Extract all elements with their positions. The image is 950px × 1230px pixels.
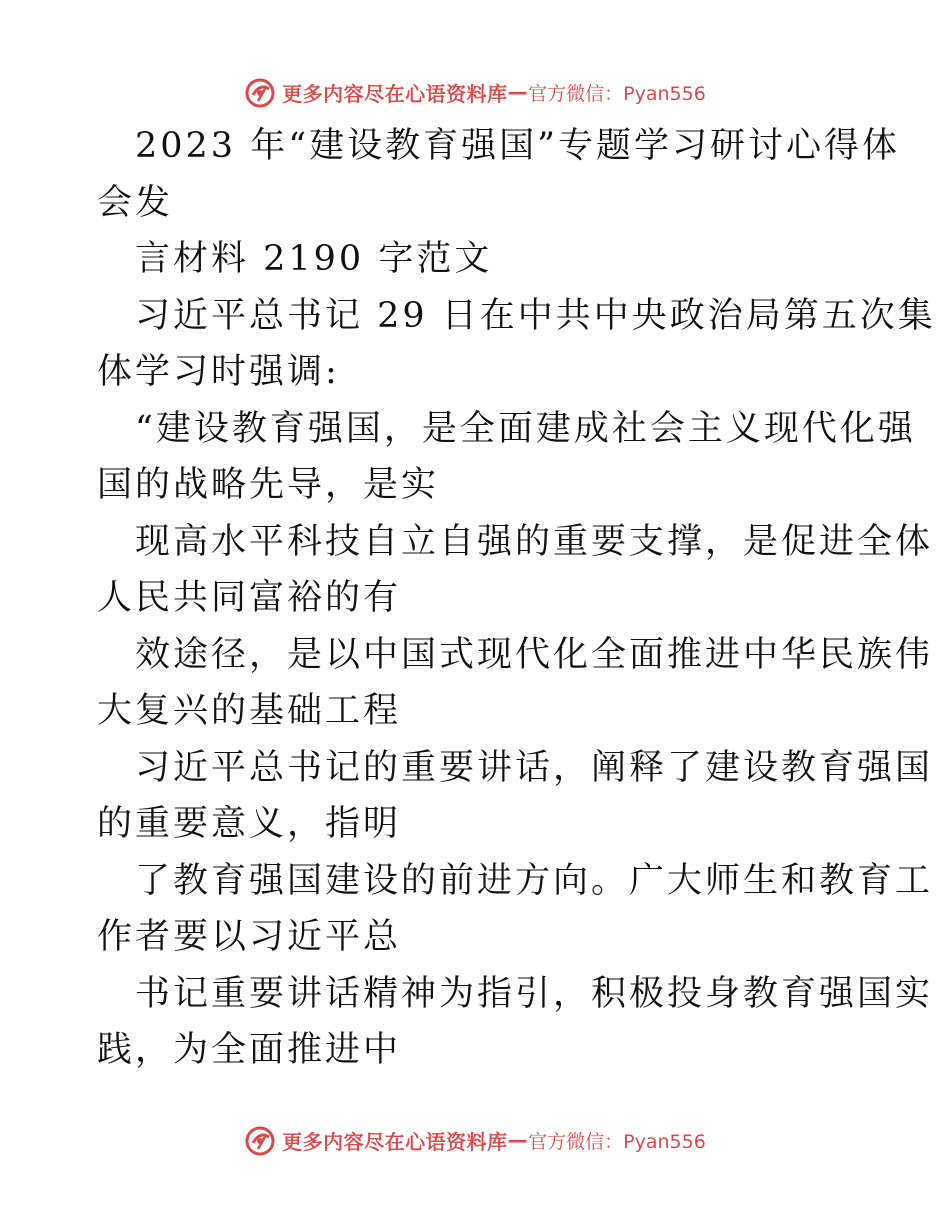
text-line: 言材料 2190 字范文	[135, 239, 493, 279]
text-line: 2023 年“建设教育强国”专题学习研讨心得体	[135, 126, 900, 166]
text-line: “建设教育强国，是全面建成社会主义现代化强	[135, 408, 916, 449]
text-line: 大复兴的基础工程	[97, 691, 402, 731]
watermark-site-text: 更多内容尽在心语资料库	[282, 1129, 508, 1154]
document-body	[97, 118, 936, 1079]
text-line: 作者要以习近平总	[97, 917, 402, 957]
watermark-separator: —	[507, 80, 529, 104]
text-line: 习近平总书记的重要讲话，阐释了建设教育强国	[135, 747, 934, 788]
calligraphy-seal-icon	[244, 75, 278, 109]
watermark-site-text: 更多内容尽在心语资料库	[282, 81, 508, 106]
text-line: 体学习时强调:	[97, 352, 340, 392]
header-watermark	[0, 72, 950, 112]
watermark-wechat-text: 官方微信：Pyan556	[528, 1130, 706, 1153]
watermark-wechat-text: 官方微信：Pyan556	[528, 82, 706, 105]
text-line: 国的战略先导，是实	[97, 465, 440, 505]
text-line: 习近平总书记 29 日在中共中央政治局第五次集	[135, 295, 936, 336]
text-line: 践，为全面推进中	[97, 1030, 402, 1070]
calligraphy-seal-icon	[244, 1123, 278, 1157]
text-line: 的重要意义，指明	[97, 804, 402, 844]
text-line: 效途径，是以中国式现代化全面推进中华民族伟	[135, 634, 934, 675]
text-line: 现高水平科技自立自强的重要支撑，是促进全体	[135, 521, 934, 562]
text-line: 人民共同富裕的有	[97, 578, 402, 618]
text-line: 会发	[97, 182, 174, 223]
text-line: 了教育强国建设的前进方向。广大师生和教育工	[135, 860, 934, 901]
footer-watermark	[0, 1120, 950, 1160]
watermark-separator: —	[507, 1128, 529, 1152]
text-line: 书记重要讲话精神为指引，积极投身教育强国实	[135, 973, 934, 1014]
